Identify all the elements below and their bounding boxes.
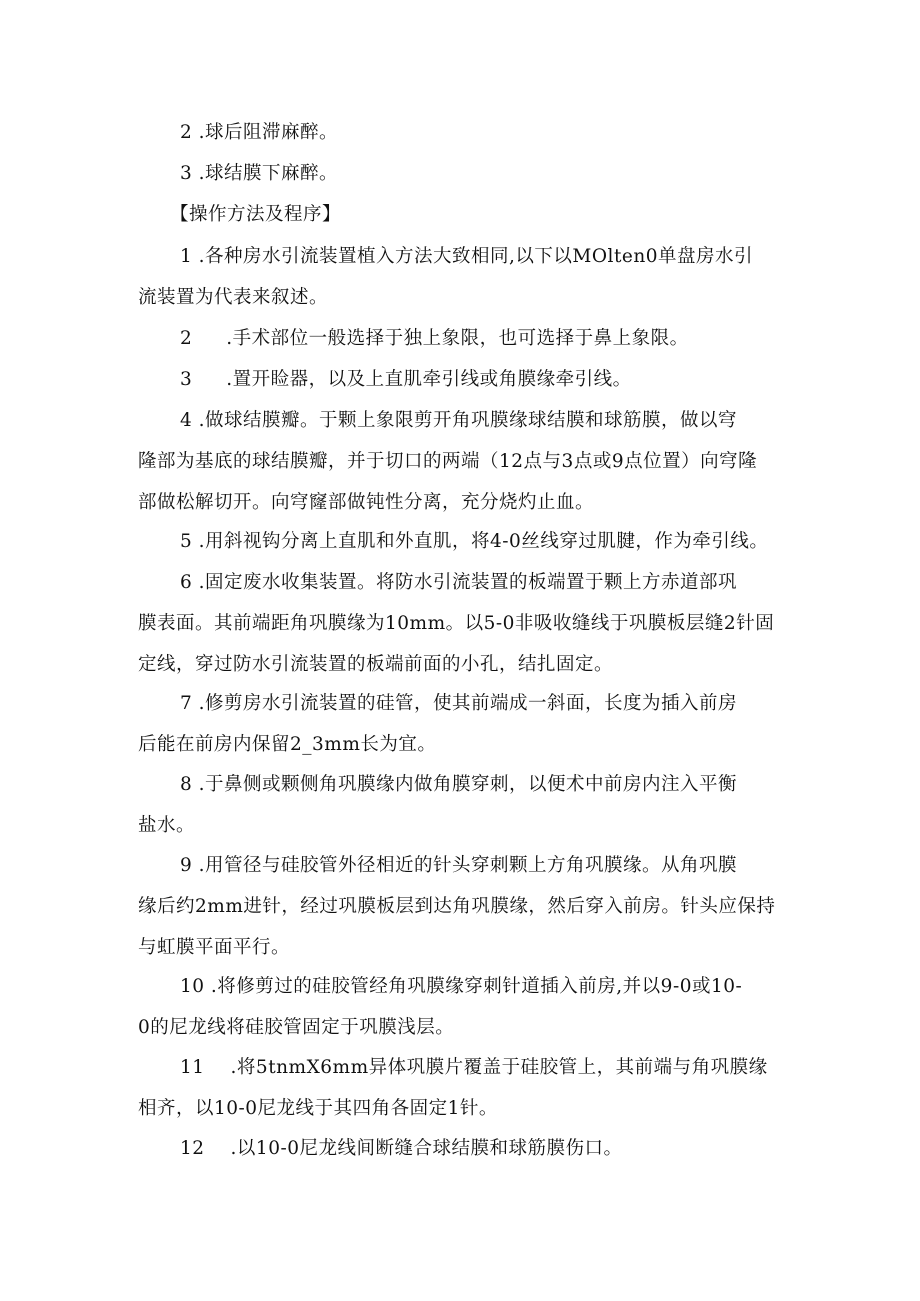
step-7 xyxy=(138,683,788,765)
paragraph-line: 部做松解切开。向穹窿部做钝性分离，充分烧灼止血。 xyxy=(138,492,595,513)
paragraph-line: 5 .用斜视钩分离上直肌和外直肌，将4-0丝线穿过肌腱，作为牵引线。 xyxy=(180,531,769,552)
paragraph-line: 盐水。 xyxy=(138,815,196,836)
step-2 xyxy=(138,318,788,359)
paragraph-line: 缘后约2mm进针，经过巩膜板层到达角巩膜缘，然后穿入前房。针头应保持 xyxy=(138,896,776,917)
paragraph-line: 6 .固定废水收集装置。将防水引流装置的板端置于颗上方赤道部巩 xyxy=(180,572,738,593)
paragraph-line: 2 .球后阻滞麻醉。 xyxy=(180,122,339,143)
paragraph-line: 4 .做球结膜瓣。于颗上象限剪开角巩膜缘球结膜和球筋膜，做以穹 xyxy=(180,410,738,431)
step-text: .将5tnmX6mm异体巩膜片覆盖于硅胶管上，其前端与角巩膜缘 xyxy=(230,1057,768,1078)
step-text: .置开睑器，以及上直肌牵引线或角膜缘牵引线。 xyxy=(226,369,632,390)
paragraph-line: 与虹膜平面平行。 xyxy=(138,937,291,958)
step-8 xyxy=(138,764,788,846)
step-number: 12 xyxy=(180,1138,205,1159)
paragraph-line: 隆部为基底的球结膜瓣，并于切口的两端（12点与3点或9点位置）向穹隆 xyxy=(138,451,758,472)
paragraph-item-3-anesthesia xyxy=(138,153,788,194)
step-number: 3 xyxy=(180,369,193,390)
step-text: .手术部位一般选择于独上象限，也可选择于鼻上象限。 xyxy=(226,328,689,349)
paragraph-line: 后能在前房内保留2_3mm长为宜。 xyxy=(138,734,437,755)
step-number: 11 xyxy=(180,1057,205,1078)
paragraph-line: 0的尼龙线将硅胶管固定于巩膜浅层。 xyxy=(138,1017,455,1038)
paragraph-line: 9 .用管径与硅胶管外径相近的针头穿刺颗上方角巩膜缘。从角巩膜 xyxy=(180,855,738,876)
paragraph-line: 1 .各种房水引流装置植入方法大致相同,以下以MOlten0单盘房水引 xyxy=(180,246,754,267)
paragraph-line: 定线，穿过防水引流装置的板端前面的小孔，结扎固定。 xyxy=(138,654,614,675)
section-heading xyxy=(138,194,788,235)
paragraph-line xyxy=(138,1047,788,1088)
paragraph-line xyxy=(138,318,788,359)
paragraph-line: 8 .于鼻侧或颗侧角巩膜缘内做角膜穿刺，以便术中前房内注入平衡 xyxy=(180,774,738,795)
step-1 xyxy=(138,236,788,318)
paragraph-line xyxy=(138,359,788,400)
paragraph-line: 7 .修剪房水引流装置的硅管，使其前端成一斜面，长度为插入前房 xyxy=(180,693,738,714)
paragraph-line: 相齐，以10-0尼龙线于其四角各固定1针。 xyxy=(138,1098,498,1119)
step-text: .以10-0尼龙线间断缝合球结膜和球筋膜伤口。 xyxy=(230,1138,623,1159)
step-3 xyxy=(138,359,788,400)
section-heading-text: 【操作方法及程序】 xyxy=(170,204,342,225)
step-number: 2 xyxy=(180,328,193,349)
step-10 xyxy=(138,966,788,1048)
paragraph-line xyxy=(138,1128,788,1169)
paragraph-line: 10 .将修剪过的硅胶管经角巩膜缘穿刺针道插入前房,并以9-0或10- xyxy=(180,976,743,997)
step-4 xyxy=(138,400,788,523)
step-6 xyxy=(138,562,788,685)
step-12 xyxy=(138,1128,788,1169)
paragraph-item-2-anesthesia xyxy=(138,112,788,153)
step-9 xyxy=(138,845,788,968)
step-5 xyxy=(138,521,788,562)
paragraph-line: 膜表面。其前端距角巩膜缘为10mm。以5-0非吸收缝线于巩膜板层缝2针固 xyxy=(138,613,775,634)
paragraph-line: 3 .球结膜下麻醉。 xyxy=(180,163,339,184)
step-11 xyxy=(138,1047,788,1129)
paragraph-line: 流装置为代表来叙述。 xyxy=(138,287,329,308)
